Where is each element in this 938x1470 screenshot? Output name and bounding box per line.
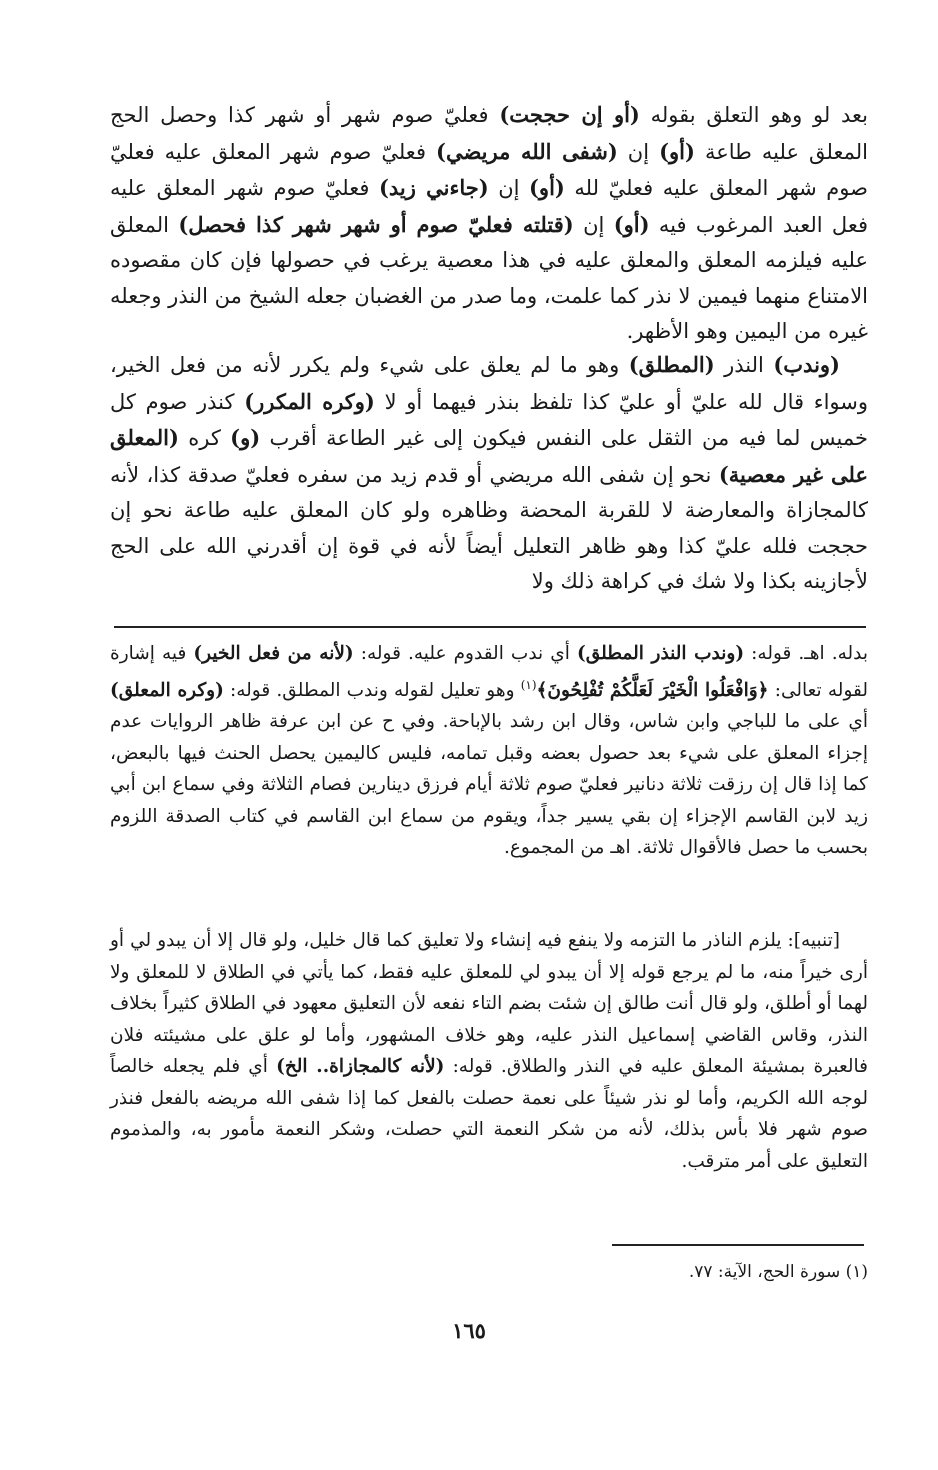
text-run: كنذر صوم كل خميس لما فيه من الثقل على النفس فيكون إلى غير الطاعة أقرب bbox=[110, 389, 868, 450]
text-run: بدله. اهـ. قوله: bbox=[744, 643, 868, 664]
quoted-phrase: (أو) bbox=[659, 138, 695, 164]
text-run: فعليّ صوم شهر المعلق عليه فعل العبد المرغوب فيه bbox=[110, 176, 868, 237]
text-run: وهو تعليل لقوله وندب المطلق. قوله: bbox=[223, 679, 521, 701]
text-run: أي على ما للباجي وابن شاس، وقال ابن رشد بالإباحة. وفي ح عن ابن عرفة ظاهر الروايات عدم إجزاء المعلق على شيء بعد حصول بعضه وقبل تمامه، فليس كاليمين يحصل الحنث فيها بالبعض، كما إذا قال إن رزقت ثلاثة دنانير فعليّ صوم ثلاثة أيام فرزق دينارين فصام الثلاثة وفي سماع ابن أبي زيد لابن القاسم الإجزاء إن بقي يسير جداً، ويقوم من سماع ابن القاسم في كتاب الصدقة اللزوم بحسب ما حصل فالأقوال ثلاثة. اهـ من المجموع. bbox=[110, 711, 868, 859]
quoted-phrase: (و) bbox=[230, 425, 261, 450]
footnote-ref: (١) bbox=[520, 677, 537, 692]
text-run: أي فلم يجعله خالصاً لوجه الله الكريم، وأما لو نذر شيئاً على نعمة حصلت بالفعل كما إذا شفى الله مريضه بالفعل فنذر صوم شهر فلا بأس بذلك، لأنه من شكر النعمة التي حصلت، وشكر النعمة مأمور به، والمذموم التعليق على أمر مترقب. bbox=[110, 1056, 868, 1172]
text-run: بعد لو وهو التعلق بقوله bbox=[639, 103, 868, 127]
page-number: ١٦٥ bbox=[452, 1318, 486, 1343]
quoted-phrase: (أو) bbox=[529, 175, 565, 200]
main-paragraph-2 bbox=[110, 347, 868, 600]
text-run: نحو إن شفى الله مريضي أو قدم زيد من سفره فعليّ صدقة كذا، لأنه كالمجازاة والمعارضة لا للقربة المحضة وظاهره ولو كان المعلق عليه طاعة نحو إن حججت فلله عليّ كذا وهو ظاهر التعليل أيضاً لأنه في قوة إن أقدرني الله على الحج لأجازينه بكذا ولا شك في كراهة ذلك ولا bbox=[110, 462, 868, 593]
quoted-phrase: (أو) bbox=[613, 211, 650, 237]
text-run: إن bbox=[488, 176, 529, 200]
commentary-paragraph-1 bbox=[110, 638, 868, 864]
text-run: إن bbox=[617, 139, 660, 164]
quoted-phrase: (المطلق) bbox=[628, 352, 715, 377]
quoted-phrase: (المعلق على غير معصية) bbox=[110, 425, 868, 487]
quoted-phrase: (وكره المكرر) bbox=[244, 388, 375, 414]
quoted-phrase: (قتلته فعليّ صوم أو شهر شهر كذا فحصل) bbox=[178, 211, 574, 237]
quran-verse: ﴿وَافْعَلُوا الْخَيْرَ لَعَلَّكُمْ تُفْلِحُونَ﴾ bbox=[536, 679, 769, 701]
text-run: وهو ما لم يعلق على شيء ولم يكرر لأنه من فعل الخير، وسواء قال لله عليّ أو عليّ كذا تلفظ بنذر فيهما أو لا bbox=[110, 353, 869, 414]
quoted-phrase: (وندب النذر المطلق) bbox=[576, 643, 745, 664]
text-run: إن bbox=[573, 212, 614, 237]
text-run: كره bbox=[178, 426, 231, 450]
quoted-phrase: (لأنه كالمجازاة.. الخ) bbox=[276, 1056, 445, 1077]
text-run: المعلق عليه فيلزمه المعلق والمعلق عليه في هذا معصية يرغب في حصولها فإن كان مقصوده الامتناع منهما فيمين لا نذر كما علمت، وما صدر من الغضبان جعله الشيخ من النذر وجعله غيره من اليمين وهو الأظهر. bbox=[110, 212, 868, 343]
footnote: (١) سورة الحج، الآية: ٧٧. bbox=[688, 1262, 868, 1282]
text-run: : يلزم الناذر ما التزمه ولا ينفع فيه إنشاء ولا تعليق كما قال خليل، ولو قال إلا أن يبدو لي أو أرى خيراً منه، ما لم يرجع قوله إلا أن يبدو لي للمعلق عليه فقط، كما يأتي في الطلاق لا للمعلق ولا لهما أو أطلق، ولو قال أنت طالق إن شئت بضم التاء نفعه لأن التعليق معهود في الطلاق كثيراً بخلاف النذر، وقاس القاضي إسماعيل النذر عليه، وهو خلاف المشهور، وأما لو علق على مشيئته فلان فالعبرة بمشيئة المعلق عليه في النذر والطلاق. قوله: bbox=[110, 930, 868, 1077]
text-run: النذر bbox=[714, 353, 774, 377]
text-run: فيه إشارة لقوله تعالى: bbox=[110, 643, 868, 701]
footnote-divider bbox=[612, 1244, 864, 1246]
quoted-phrase: (لأنه من فعل الخير) bbox=[193, 643, 354, 664]
quoted-phrase: (وكره المعلق) bbox=[110, 679, 224, 701]
note-label: [تنبيه] bbox=[793, 930, 840, 951]
main-text-divider bbox=[114, 626, 866, 628]
quoted-phrase: (أو إن حججت) bbox=[499, 102, 640, 127]
commentary-paragraph-2 bbox=[110, 925, 868, 1177]
quoted-phrase: (وندب) bbox=[773, 352, 840, 377]
quoted-phrase: (جاءني زيد) bbox=[378, 175, 489, 200]
quoted-phrase: (شفى الله مريضي) bbox=[436, 138, 618, 164]
text-run: أي ندب القدوم عليه. قوله: bbox=[353, 643, 577, 664]
text-run: فعليّ صوم شهر المعلق عليه فعليّ صوم شهر المعلق عليه فعليّ لله bbox=[110, 139, 868, 200]
text-run: فعليّ صوم شهر أو شهر كذا وحصل الحج المعلق عليه طاعة bbox=[110, 103, 868, 164]
main-paragraph-1 bbox=[110, 97, 868, 350]
